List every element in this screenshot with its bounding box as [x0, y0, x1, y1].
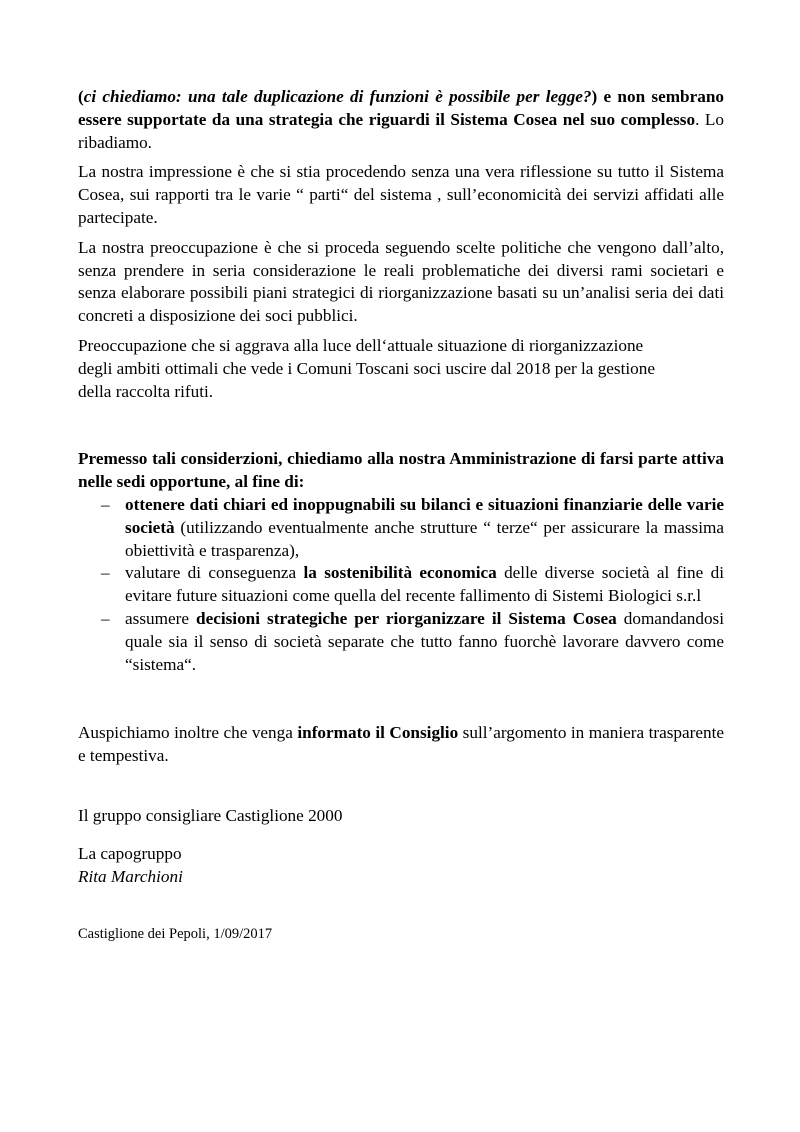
request-item-sustainability-lead: valutare di conseguenza [125, 563, 304, 583]
group-name: Il gruppo consigliare Castiglione 2000 [78, 805, 343, 825]
paragraph-strategy-bold: ) e non sembrano essere supportate da una strategia che riguardi il Sistema Cosea nel suo complesso [78, 87, 724, 129]
signature-name: Rita Marchioni [78, 866, 183, 886]
request-item-strategy [78, 608, 724, 676]
requests-intro: Premesso tali considerzioni, chiediamo alla nostra Amministrazione di farsi parte attiva nelle sedi opportune, al fine di: [78, 449, 724, 492]
closing-lead: Auspichiamo inoltre che venga [78, 723, 298, 743]
request-item-data [78, 494, 724, 562]
paragraph-reorganization [78, 335, 724, 403]
paragraph-reorganization-line-1: Preoccupazione che si aggrava alla luce dell‘attuale situazione di riorganizzazione [78, 335, 644, 355]
document-page [78, 86, 724, 944]
closing-bold: informato il Consiglio [297, 723, 459, 743]
request-item-data-bold: ottenere dati chiari ed inoppugnabili su bilanci e situazioni finanziarie delle varie società [125, 494, 724, 537]
dash-bullet: – [101, 494, 110, 514]
request-item-strategy-text: domandandosi quale sia il senso di società separate che tutto fanno fuorchè lavorare davvero come “sistema“. [125, 608, 725, 674]
paragraph-impression: La nostra impressione è che si stia procedendo senza una vera riflessione su tutto il Sistema Cosea, sui rapporti tra le varie “ parti“ del sistema , sull’economicità dei servizi affidati alle partecipate. [78, 162, 724, 227]
paragraph-concern: La nostra preoccupazione è che si proceda seguendo scelte politiche che vengono dall’alto, senza prendere in seria considerazione le reali problematiche dei diversi rami societari e senza elaborare possibili piani strategici di riorganizzazione basati su un’analisi seria dei dati concreti a disposizione dei soci pubblici. [78, 237, 724, 326]
signature-block [78, 843, 724, 889]
request-item-sustainability-text: delle diverse società al fine di evitare future situazioni come quella del recente fallimento di Sistemi Biologici s.r.l [125, 563, 724, 606]
dash-bullet: – [101, 608, 110, 628]
place-date: Castiglione dei Pepoli, 1/09/2017 [78, 926, 273, 943]
paragraph-strategy-question: ci chiediamo: una tale duplicazione di funzioni è possibile per legge? [83, 87, 592, 106]
paragraph-strategy [78, 86, 724, 154]
closing-text: sull’argomento in maniera trasparente e tempestiva. [78, 723, 724, 766]
requests-list [78, 494, 724, 676]
request-item-strategy-lead: assumere [125, 608, 197, 628]
dash-bullet: – [101, 563, 110, 583]
paragraph-strategy-tail: . Lo ribadiamo. [78, 109, 724, 152]
closing-paragraph [78, 722, 724, 768]
request-item-data-text: (utilizzando eventualmente anche strutture “ terze“ per assicurare la massima obiettività e trasparenza), [125, 517, 724, 560]
paragraph-reorganization-line-3: della raccolta rifuti. [78, 381, 214, 401]
request-item-sustainability-bold: la sostenibilità economica [303, 563, 497, 583]
signature-role: La capogruppo [78, 843, 182, 863]
request-item-sustainability [78, 562, 724, 608]
paragraph-reorganization-line-2: degli ambiti ottimali che vede i Comuni Toscani soci uscire dal 2018 per la gestione [78, 358, 655, 378]
paragraph-strategy-open: ( [78, 87, 84, 106]
request-item-strategy-bold: decisioni strategiche per riorganizzare il Sistema Cosea [196, 608, 617, 628]
